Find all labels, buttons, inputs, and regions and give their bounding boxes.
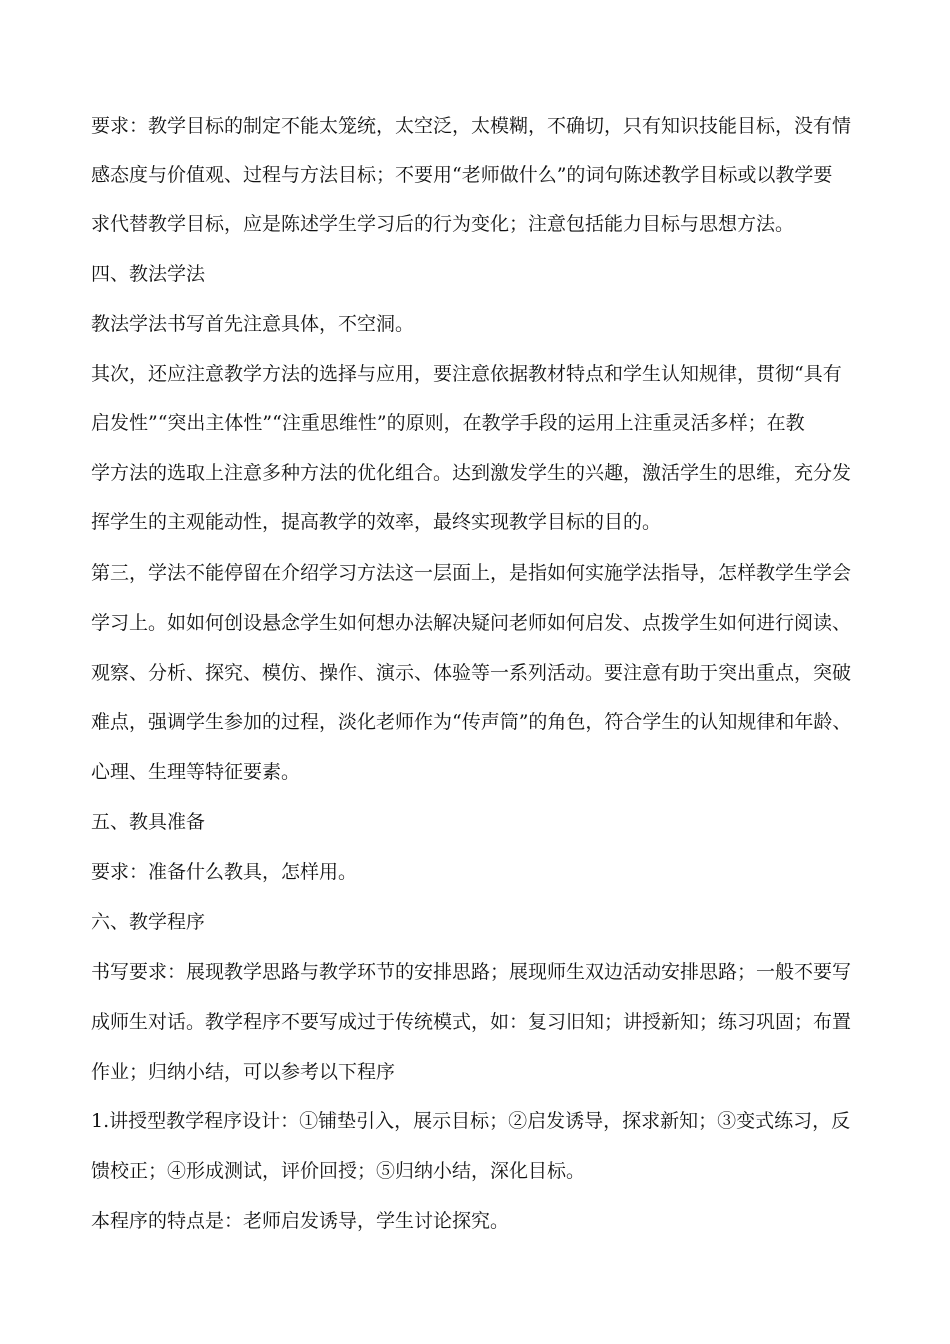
text-line: 成师生对话。教学程序不要写成过于传统模式，如：复习旧知；讲授新知；练习巩固；布置	[91, 1011, 852, 1033]
text-line: 要求：准备什么教具，怎样用。	[91, 861, 358, 883]
section-heading: 四、教法学法	[91, 263, 206, 285]
text-line: 学方法的选取上注意多种方法的优化组合。达到激发学生的兴趣，激活学生的思维，充分发	[91, 462, 852, 484]
text-line: 其次，还应注意教学方法的选择与应用，要注意依据教材特点和学生认知规律，贯彻“具有	[91, 363, 842, 385]
text-line: 教法学法书写首先注意具体，不空洞。	[91, 313, 415, 335]
text-line: 本程序的特点是：老师启发诱导，学生讨论探究。	[91, 1210, 510, 1232]
text-line: 1.讲授型教学程序设计：①铺垫引入，展示目标；②启发诱导，探求新知；③变式练习，反	[91, 1110, 851, 1132]
text-line: 馈校正；④形成测试，评价回授；⑤归纳小结，深化目标。	[91, 1160, 586, 1182]
section-heading: 五、教具准备	[91, 811, 206, 833]
text-line: 作业；归纳小结，可以参考以下程序	[91, 1061, 396, 1083]
text-line: 求代替教学目标，应是陈述学生学习后的行为变化；注意包括能力目标与思想方法。	[91, 213, 795, 235]
text-line: 难点，强调学生参加的过程，淡化老师作为“传声筒”的角色，符合学生的认知规律和年龄、	[91, 711, 852, 733]
text-line: 心理、生理等特征要素。	[91, 761, 301, 783]
text-line: 第三，学法不能停留在介绍学习方法这一层面上，是指如何实施学法指导，怎样教学生学会	[91, 562, 852, 584]
text-line: 感态度与价值观、过程与方法目标；不要用“老师做什么”的词句陈述教学目标或以教学要	[91, 164, 833, 186]
text-line: 学习上。如如何创设悬念学生如何想办法解决疑问老师如何启发、点拨学生如何进行阅读、	[91, 612, 852, 634]
text-line: 观察、分析、探究、模仿、操作、演示、体验等一系列活动。要注意有助于突出重点，突破	[91, 662, 852, 684]
text-line: 挥学生的主观能动性，提高教学的效率，最终实现教学目标的目的。	[91, 511, 662, 533]
text-line: 书写要求：展现教学思路与教学环节的安排思路；展现师生双边活动安排思路；一般不要写	[91, 961, 852, 983]
section-heading: 六、教学程序	[91, 911, 206, 933]
text-line: 要求：教学目标的制定不能太笼统，太空泛，太模糊，不确切，只有知识技能目标，没有情	[91, 115, 852, 137]
text-line: 启发性”“突出主体性”“注重思维性”的原则，在教学手段的运用上注重灵活多样；在教	[91, 412, 805, 434]
